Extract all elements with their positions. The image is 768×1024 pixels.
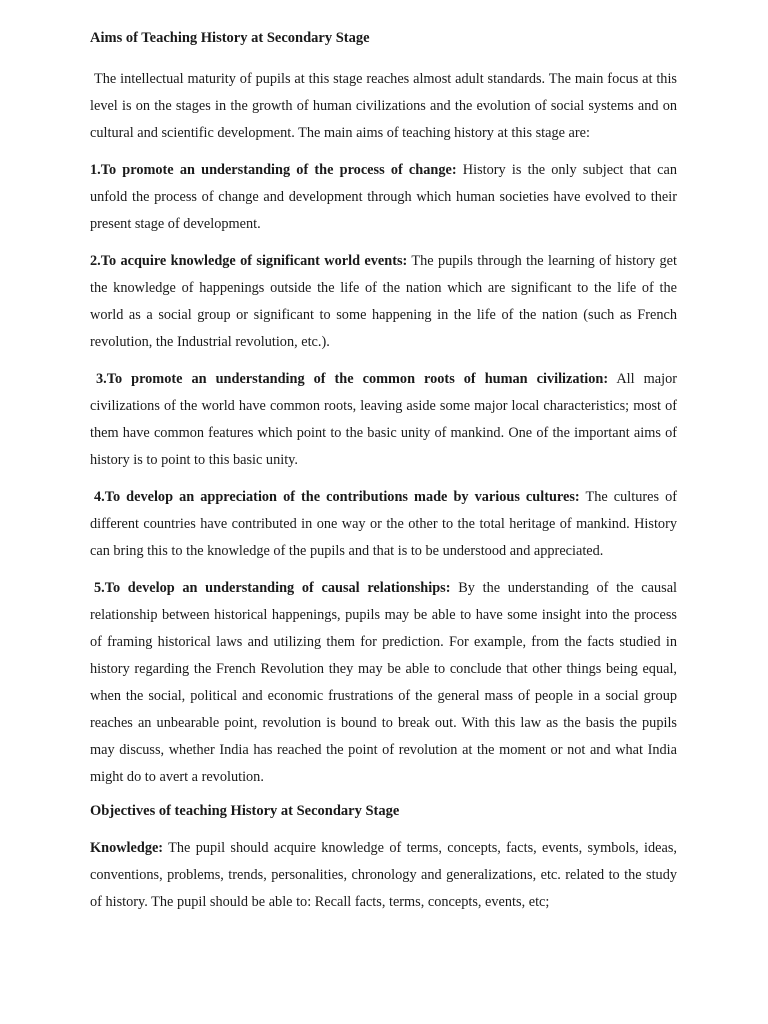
- aim-lead-3: 3.To promote an understanding of the common roots of human civilization:: [96, 371, 609, 387]
- aim-text-5: By the understanding of the causal relationship between historical happenings, pupils may be able to have some insight into the process of framing historical laws and utilizing them for prediction. For example, from the facts studied in history regarding the French Revolution they may be able to conclude that other things being equal, when the social, political and economic frustrations of the general mass of people in a social group reaches an unbearable point, revolution is bound to break out. With this law as the basis the pupils may discuss, whether India has reached the point of revolution at the moment or not and what India might do to avert a revolution.: [90, 580, 678, 785]
- aim-lead-5: 5.To develop an understanding of causal relationships:: [94, 580, 451, 596]
- intro-paragraph: The intellectual maturity of pupils at this stage reaches almost adult standards. The main focus at this level is on the stages in the growth of human civilizations and the evolution of social systems and on cultural and scientific development. The main aims of teaching history at this stage are:: [90, 71, 677, 141]
- aim-paragraph-2: [90, 248, 677, 356]
- aim-text-1: History is the only subject that can unfold the process of change and development through which human societies have evolved to their present stage of development.: [90, 162, 678, 232]
- aim-paragraph-3: [90, 366, 677, 474]
- aim-paragraph-4: [90, 484, 677, 565]
- aim-lead-2: 2.To acquire knowledge of significant world events:: [90, 253, 408, 269]
- knowledge-lead: Knowledge:: [90, 840, 164, 856]
- aim-text-2: The pupils through the learning of history get the knowledge of happenings outside the life of the nation which are significant to the life of the world as a social group or significant to some happening in the life of the nation (such as French revolution, the Industrial revolution, etc.).: [90, 253, 677, 350]
- aim-lead-1: 1.To promote an understanding of the process of change:: [90, 162, 457, 178]
- heading-aims: Aims of Teaching History at Secondary Stage: [90, 30, 370, 46]
- aim-text-3: All major civilizations of the world have common roots, leaving aside some major local characteristics; most of them have common features which point to the basic unity of mankind. One of the important aims of history is to point to this basic unity.: [90, 371, 677, 468]
- heading-objectives: Objectives of teaching History at Secondary Stage: [90, 803, 400, 819]
- aim-text-4: The cultures of different countries have contributed in one way or the other to the total heritage of mankind. History can bring this to the knowledge of the pupils and that is to be understood and appreciated.: [90, 489, 678, 559]
- aim-lead-4: 4.To develop an appreciation of the contributions made by various cultures:: [94, 489, 580, 505]
- knowledge-text: The pupil should acquire knowledge of terms, concepts, facts, events, symbols, ideas, conventions, problems, trends, personalities, chronology and generalizations, etc. related to the study of history. The pupil should be able to: Recall facts, terms, concepts, events, etc;: [90, 840, 677, 910]
- aim-paragraph-5: [90, 575, 677, 791]
- document-page: [90, 28, 677, 926]
- aim-paragraph-1: [90, 157, 677, 238]
- knowledge-paragraph: [90, 835, 677, 916]
